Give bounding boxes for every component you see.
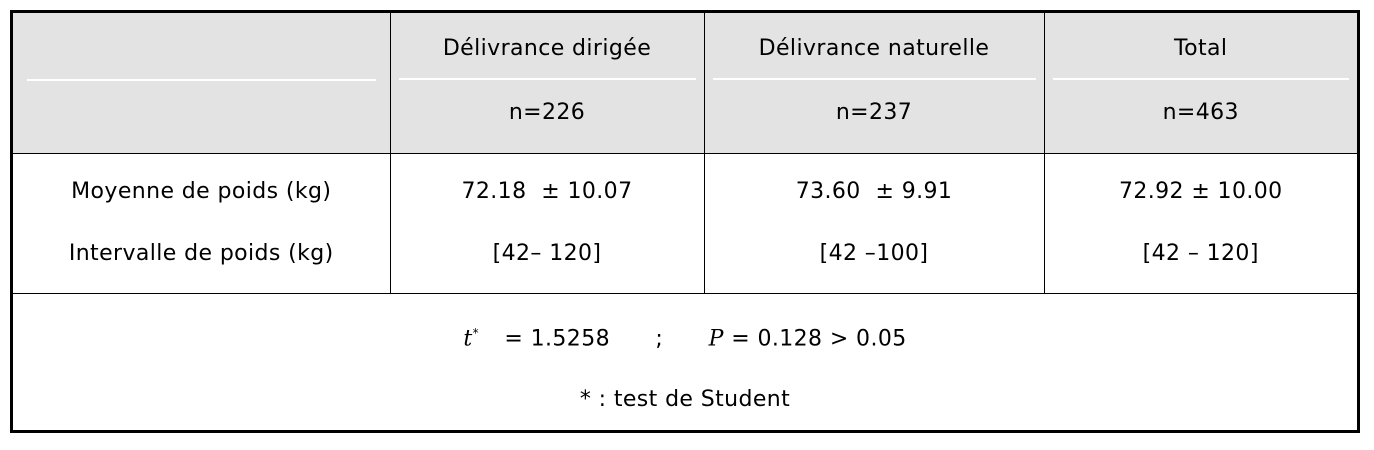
header-empty-cell bbox=[13, 13, 390, 153]
mean-value: 73.60 ± 9.91 bbox=[795, 179, 953, 204]
header-cell-total bbox=[1044, 13, 1357, 153]
statistics-cell bbox=[13, 293, 1357, 433]
test-statistic-line bbox=[13, 315, 1357, 387]
range-value: [42 – 120] bbox=[1142, 241, 1259, 266]
header-row bbox=[13, 13, 1357, 153]
column-title: Délivrance dirigée bbox=[399, 20, 696, 80]
mean-value: 72.92 ± 10.00 bbox=[1118, 179, 1283, 204]
p-symbol: P bbox=[708, 325, 724, 351]
header-empty-divider bbox=[27, 27, 376, 81]
column-title: Délivrance naturelle bbox=[713, 20, 1036, 80]
column-count: n=463 bbox=[1162, 99, 1239, 125]
p-value: = 0.128 > 0.05 bbox=[731, 325, 907, 351]
header-cell-delivrance-dirigee bbox=[390, 13, 704, 153]
range-value: [42 –100] bbox=[819, 241, 929, 266]
test-note: * : test de Student bbox=[579, 386, 791, 412]
weight-comparison-table bbox=[13, 13, 1357, 433]
data-table-frame bbox=[10, 10, 1360, 433]
column-count: n=226 bbox=[508, 99, 586, 125]
range-value: [42– 120] bbox=[492, 241, 602, 266]
footer-row bbox=[13, 293, 1357, 433]
t-value: = 1.5258 bbox=[504, 325, 610, 351]
column-count: n=237 bbox=[835, 99, 913, 125]
t-superscript: * bbox=[472, 325, 479, 340]
value-cell-total bbox=[1044, 153, 1357, 293]
row-label-mean: Moyenne de poids (kg) bbox=[71, 179, 332, 204]
row-label-range: Intervalle de poids (kg) bbox=[68, 241, 334, 266]
value-cell-naturelle bbox=[704, 153, 1044, 293]
value-cell-dirigee bbox=[390, 153, 704, 293]
t-symbol: t bbox=[463, 325, 473, 351]
row-label-cell bbox=[13, 153, 390, 293]
separator: ; bbox=[655, 325, 664, 351]
table-row bbox=[13, 153, 1357, 293]
header-cell-delivrance-naturelle bbox=[704, 13, 1044, 153]
mean-value: 72.18 ± 10.07 bbox=[461, 179, 633, 204]
column-title: Total bbox=[1053, 20, 1350, 80]
